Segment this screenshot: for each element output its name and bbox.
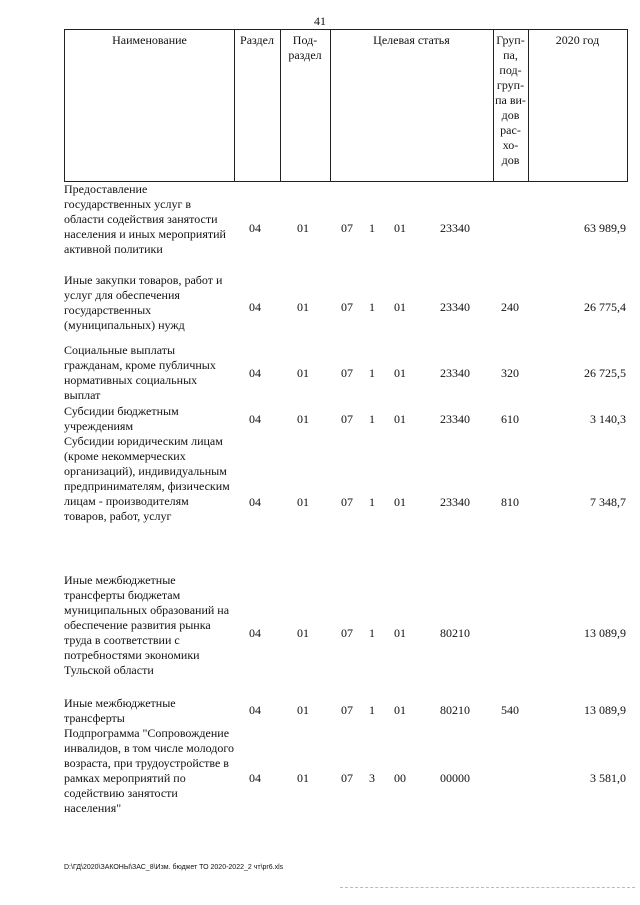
cell-cs-program: 07 — [341, 221, 353, 235]
cell-sum: 26 725,5 — [584, 366, 626, 380]
row-name: Предоставление государственных услуг в области содействия занятости населения и иных мероприятий активной политики — [64, 182, 226, 256]
cell-sum: 3 581,0 — [590, 771, 626, 785]
header-year: 2020 год — [555, 33, 600, 47]
page-number: 41 — [314, 14, 326, 28]
cell-cs-subprogram: 1 — [369, 412, 375, 426]
cell-cs-event: 00 — [394, 771, 406, 785]
header-name: Наименование — [112, 33, 187, 47]
cell-cs-direction: 80210 — [440, 626, 470, 640]
cell-cs-subprogram: 1 — [369, 703, 375, 717]
cell-cs-direction: 23340 — [440, 366, 470, 380]
cell-sum: 3 140,3 — [590, 412, 626, 426]
column-divider — [234, 30, 235, 181]
cell-vid: 320 — [501, 366, 519, 380]
cell-cs-event: 01 — [394, 300, 406, 314]
cell-podrazdel: 01 — [297, 771, 309, 785]
cell-cs-program: 07 — [341, 412, 353, 426]
cell-razdel: 04 — [249, 703, 261, 717]
table-header — [64, 29, 628, 182]
cell-razdel: 04 — [249, 626, 261, 640]
cell-podrazdel: 01 — [297, 626, 309, 640]
row-name: Иные закупки товаров, работ и услуг для обеспечения государственных (муниципальных) нужд — [64, 273, 223, 332]
cell-podrazdel: 01 — [297, 703, 309, 717]
cell-cs-subprogram: 1 — [369, 300, 375, 314]
cell-podrazdel: 01 — [297, 300, 309, 314]
cell-cs-direction: 23340 — [440, 412, 470, 426]
cell-cs-program: 07 — [341, 300, 353, 314]
cell-podrazdel: 01 — [297, 412, 309, 426]
header-vid-rashodov: Груп- па, под- груп- па ви- дов рас- хо- дов — [495, 33, 526, 167]
cell-cs-subprogram: 1 — [369, 626, 375, 640]
header-podrazdel: Под- раздел — [288, 33, 322, 62]
footer-rule — [340, 887, 635, 888]
row-name: Подпрограмма "Сопровождение инвалидов, в том числе молодого возраста, при трудоустройстве в рамках мероприятий по содействию занятости населения" — [64, 726, 234, 815]
cell-razdel: 04 — [249, 221, 261, 235]
header-celevaya-statya: Целевая статья — [373, 33, 450, 47]
cell-razdel: 04 — [249, 300, 261, 314]
cell-cs-program: 07 — [341, 495, 353, 509]
row-name: Субсидии юридическим лицам (кроме некоммерческих организаций), индивидуальным предпринимателям, физическим лицам - производителям товаров, работ, услуг — [64, 434, 230, 523]
cell-cs-subprogram: 1 — [369, 495, 375, 509]
cell-cs-event: 01 — [394, 703, 406, 717]
cell-razdel: 04 — [249, 771, 261, 785]
cell-cs-direction: 80210 — [440, 703, 470, 717]
cell-sum: 26 775,4 — [584, 300, 626, 314]
cell-razdel: 04 — [249, 495, 261, 509]
row-name: Социальные выплаты гражданам, кроме публичных нормативных социальных выплат — [64, 343, 216, 402]
cell-sum: 13 089,9 — [584, 626, 626, 640]
cell-sum: 7 348,7 — [590, 495, 626, 509]
cell-cs-event: 01 — [394, 412, 406, 426]
cell-vid: 610 — [501, 412, 519, 426]
cell-cs-program: 07 — [341, 626, 353, 640]
cell-razdel: 04 — [249, 412, 261, 426]
cell-razdel: 04 — [249, 366, 261, 380]
cell-cs-program: 07 — [341, 366, 353, 380]
column-divider — [528, 30, 529, 181]
cell-cs-direction: 23340 — [440, 221, 470, 235]
cell-vid: 540 — [501, 703, 519, 717]
cell-podrazdel: 01 — [297, 221, 309, 235]
cell-cs-subprogram: 3 — [369, 771, 375, 785]
cell-cs-program: 07 — [341, 703, 353, 717]
cell-sum: 13 089,9 — [584, 703, 626, 717]
cell-vid: 240 — [501, 300, 519, 314]
cell-cs-program: 07 — [341, 771, 353, 785]
cell-cs-direction: 23340 — [440, 495, 470, 509]
row-name: Иные межбюджетные трансферты бюджетам муниципальных образований на обеспечение развития рынка труда в соответствии с потребностями экономики Тульской области — [64, 573, 230, 677]
cell-vid: 810 — [501, 495, 519, 509]
cell-cs-event: 01 — [394, 626, 406, 640]
column-divider — [330, 30, 331, 181]
cell-cs-event: 01 — [394, 366, 406, 380]
cell-sum: 63 989,9 — [584, 221, 626, 235]
cell-podrazdel: 01 — [297, 495, 309, 509]
footer-file-path: D:\ГД\2020\ЗАКОНЫ\ЗАС_8\Изм. бюджет ТО 2020-2022_2 чт\pr6.xls — [64, 864, 284, 871]
cell-cs-direction: 00000 — [440, 771, 470, 785]
row-name: Субсидии бюджетным учреждениям — [64, 404, 179, 433]
cell-cs-event: 01 — [394, 221, 406, 235]
header-razdel: Раздел — [240, 33, 274, 47]
row-name: Иные межбюджетные трансферты — [64, 696, 176, 725]
cell-cs-event: 01 — [394, 495, 406, 509]
cell-cs-subprogram: 1 — [369, 366, 375, 380]
cell-cs-subprogram: 1 — [369, 221, 375, 235]
cell-cs-direction: 23340 — [440, 300, 470, 314]
cell-podrazdel: 01 — [297, 366, 309, 380]
